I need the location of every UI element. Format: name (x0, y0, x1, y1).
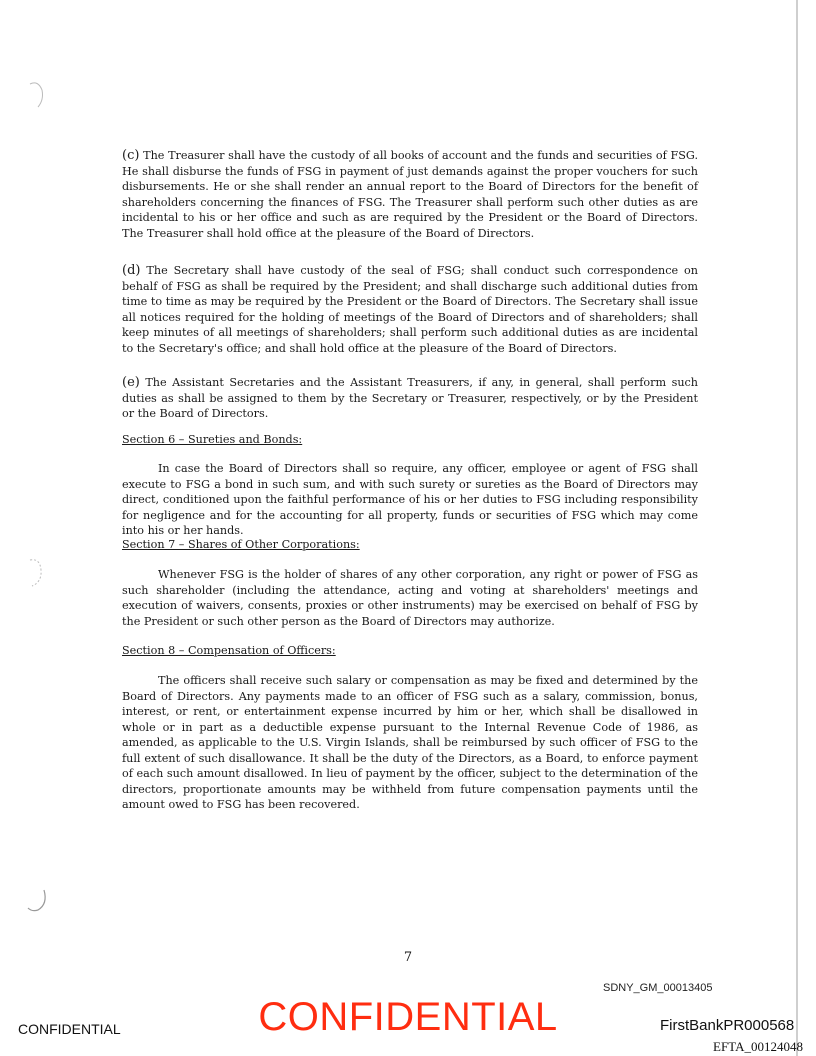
section-8-heading: Section 8 – Compensation of Officers: (122, 644, 336, 657)
assistants-text: The Assistant Secretaries and the Assistant Treasurers, if any, in general, shall perform such duties as shall be assigned to them by the Secretary or Treasurer, respectively, or by the President or the Board of Directors. (122, 376, 698, 420)
efta-number: EFTA_00124048 (713, 1039, 803, 1054)
paragraph-secretary (122, 263, 698, 356)
section-7-heading: Section 7 – Shares of Other Corporations: (122, 538, 360, 551)
secretary-text: The Secretary shall have custody of the seal of FSG; shall conduct such correspondence on behalf of FSG as shall be required by the President; and shall discharge such additional duties from time to time as may be required by the President or the Board of Directors. The Secretary shall issue all notices required for the holding of meetings of the Board of Directors and of shareholders; shall keep minutes of all meetings of shareholders; shall perform such additional duties as are incidental to the Secretary's office; and shall hold office at the pleasure of the Board of Directors. (122, 264, 698, 355)
confidential-stamp: CONFIDENTIAL (258, 995, 558, 1039)
punch-hole-middle (24, 556, 46, 590)
section-6-heading: Section 6 – Sureties and Bonds: (122, 433, 303, 446)
scan-edge-line (796, 0, 798, 1056)
section-8-text: The officers shall receive such salary or compensation as may be fixed and determined by the Board of Directors. Any payments made to an officer of FSG such as a salary, commission, bonus, interest, or rent, or entertainment expense incurred by him or her, which shall be disallowed in whole or in part as a deductible expense pursuant to the Internal Revenue Code of 1986, as amended, as applicable to the U.S. Virgin Islands, shall be reimbursed by such officer of FSG to the full extent of such disallowance. It shall be the duty of the Directors, as a Board, to enforce payment of each such amount disallowed. In lieu of payment by the officer, subject to the determination of the directors, proportionate amounts may be withheld from future compensation payments until the amount owed to FSG has been recovered. (122, 674, 698, 811)
punch-hole-top (24, 80, 46, 110)
confidential-label: CONFIDENTIAL (18, 1021, 121, 1037)
bates-number-firstbank: FirstBankPR000568 (660, 1017, 795, 1034)
paragraph-assistants (122, 375, 698, 422)
treasurer-text: The Treasurer shall have the custody of all books of account and the funds and securities of FSG. He shall disburse the funds of FSG in payment of just demands against the proper vouchers for such disbursements. He or she shall render an annual report to the Board of Directors for the benefit of shareholders concerning the finances of FSG. The Treasurer shall perform such other duties as are incidental to his or her office and such as are required by the President or the Board of Directors. The Treasurer shall hold office at the pleasure of the Board of Directors. (122, 149, 698, 240)
page-number: 7 (403, 950, 413, 965)
section-6-text: In case the Board of Directors shall so require, any officer, employee or agent of FSG shall execute to FSG a bond in such sum, and with such surety or sureties as the Board of Directors may direct, conditioned upon the faithful performance of his or her duties to FSG including responsibility for negligence and for the accounting for all property, funds or securities of FSG which may come into his or her hands. (122, 462, 698, 537)
punch-hole-bottom (24, 888, 50, 914)
section-7-text: Whenever FSG is the holder of shares of any other corporation, any right or power of FSG as such shareholder (including the attendance, acting and voting at shareholders' meetings and execution of waivers, consents, proxies or other instruments) may be exercised on behalf of FSG by the President or such other person as the Board of Directors may authorize. (122, 568, 698, 628)
item-marker-d: (d) (122, 263, 141, 278)
item-marker-c: (c) (122, 148, 140, 163)
paragraph-treasurer (122, 148, 698, 241)
bates-number-sdny: SDNY_GM_00013405 (603, 982, 713, 994)
item-marker-e: (e) (122, 375, 140, 390)
